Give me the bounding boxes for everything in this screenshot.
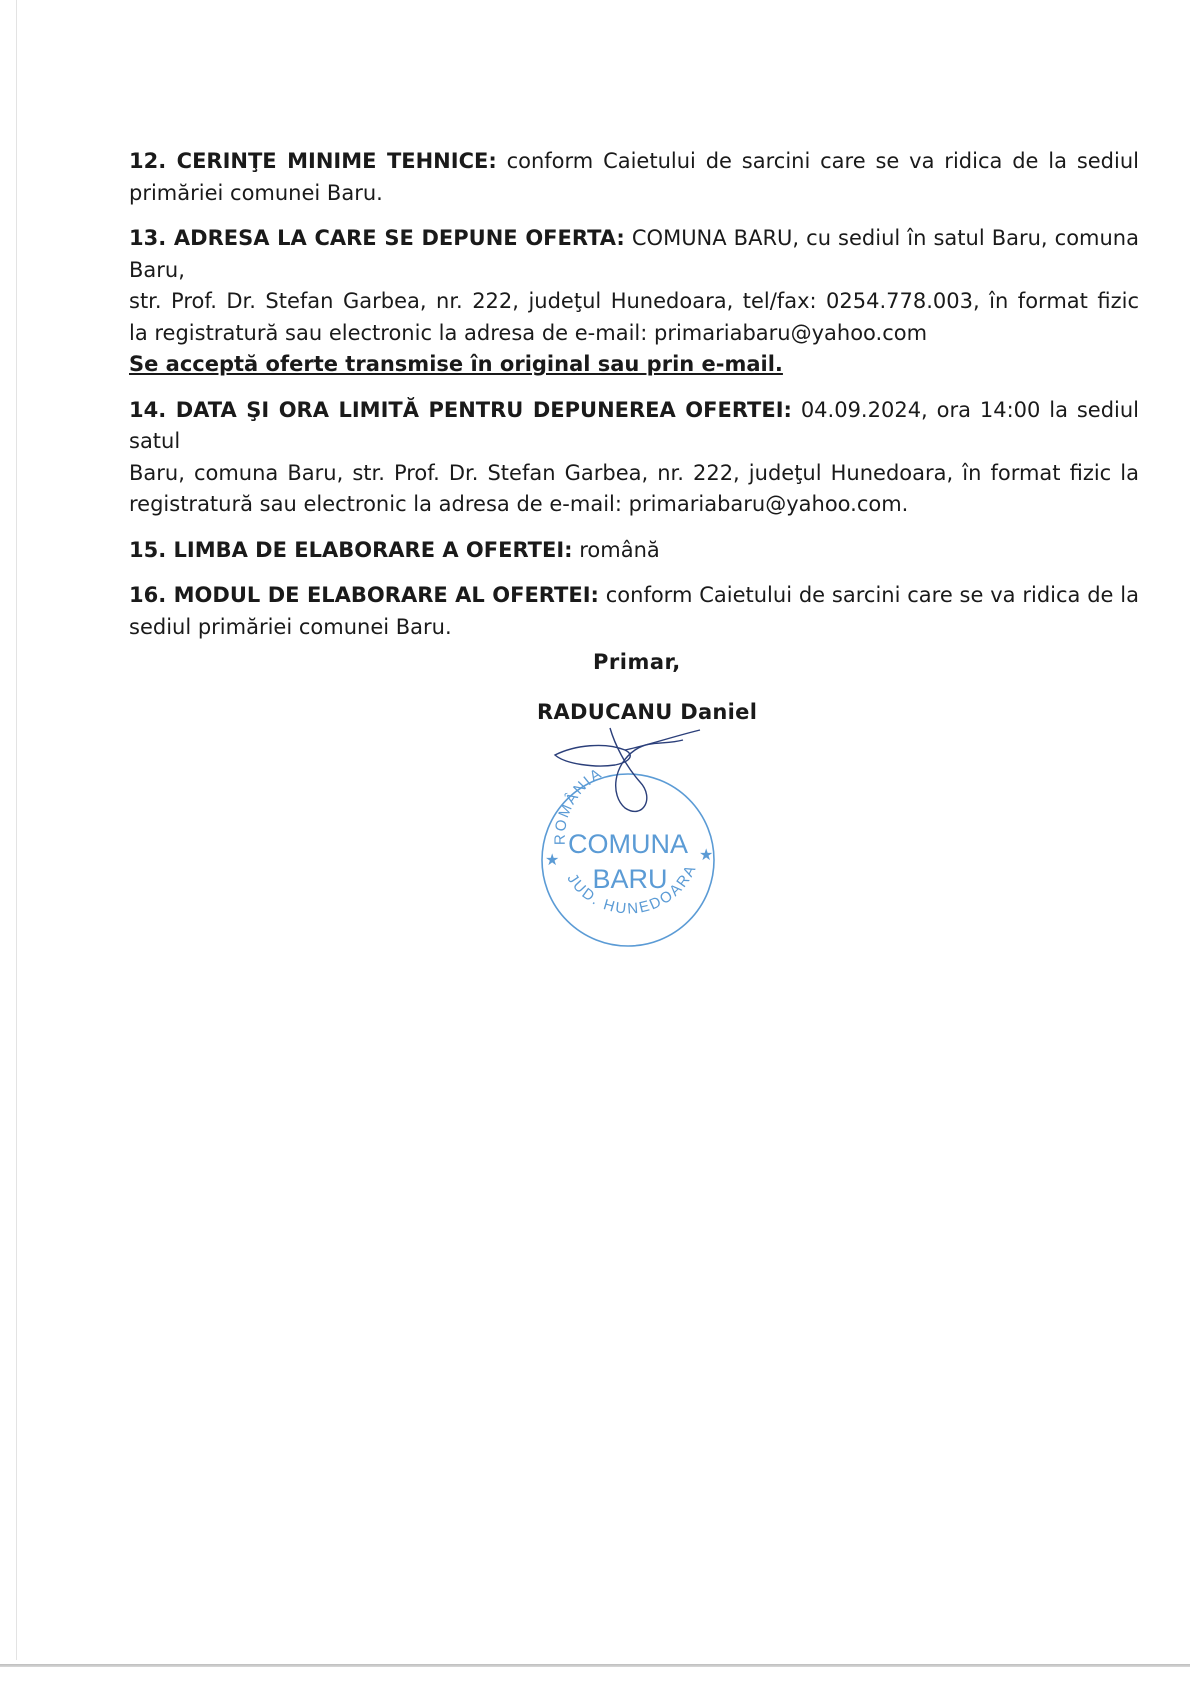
section-14-label: 14. DATA ŞI ORA LIMITĂ PENTRU DEPUNEREA OFERTEI:: [129, 397, 792, 422]
section-16-line-1: [129, 580, 1139, 612]
section-14-text-3: registratură sau electronic la adresa de e-mail: primariabaru@yahoo.com.: [129, 492, 909, 516]
section-14: [129, 395, 1139, 521]
section-13: [129, 223, 1139, 381]
section-13-line-1: [129, 223, 1139, 286]
section-12: [129, 146, 1139, 209]
scan-left-edge: [16, 0, 17, 1660]
stamp-star-right-icon: ★: [699, 847, 714, 864]
stamp-bottom-text: JUD. HUNEDOARA: [563, 861, 701, 918]
scan-bottom-edge: [0, 1664, 1190, 1667]
signature-name: RADUCANU Daniel: [537, 700, 758, 724]
section-15-label: 15. LIMBA DE ELABORARE A OFERTEI:: [129, 537, 573, 562]
stamp-top-text: ROMÂNIA: [551, 764, 606, 846]
section-16: [129, 580, 1139, 643]
section-16-text-1: conform Caietului de sarcini care se va ridica de la: [598, 583, 1139, 607]
document-body: [129, 146, 1139, 657]
section-12-text-2: primăriei comunei Baru.: [129, 180, 383, 205]
stamp-star-left-icon: ★: [545, 852, 560, 869]
section-12-label: 12. CERINŢE MINIME TEHNICE:: [129, 149, 497, 173]
signature-title: Primar,: [593, 650, 681, 674]
section-13-note: Se acceptă oferte transmise în original sau prin e-mail.: [129, 352, 783, 376]
section-14-line-1: [129, 395, 1139, 458]
official-stamp: [525, 720, 735, 950]
section-15-text-1: română: [572, 537, 660, 562]
section-16-text-2: sediul primăriei comunei Baru.: [129, 614, 452, 639]
section-12-line-1: [129, 146, 1139, 178]
section-16-label: 16. MODUL DE ELABORARE AL OFERTEI:: [129, 583, 599, 607]
section-13-text-1: COMUNA BARU, cu sediul în satul Baru, comuna Baru,: [129, 226, 1139, 282]
section-13-text-3: la registratură sau electronic la adresa de e-mail: primariabaru@yahoo.com: [129, 320, 928, 345]
stamp-line-2: BARU: [592, 864, 668, 894]
section-12-text-1: conform Caietului de sarcini care se va ridica de la sediul: [496, 149, 1139, 173]
section-14-text-1: 04.09.2024, ora 14:00 la sediul satul: [129, 397, 1139, 453]
stamp-line-1: COMUNA: [568, 829, 688, 859]
section-15: [129, 535, 1139, 567]
section-13-label: 13. ADRESA LA CARE SE DEPUNE OFERTA:: [129, 226, 625, 250]
section-15-line-1: [129, 535, 1139, 567]
section-14-text-2: Baru, comuna Baru, str. Prof. Dr. Stefan Garbea, nr. 222, judeţul Hunedoara, în format fizic la: [129, 460, 1139, 485]
section-13-text-2: str. Prof. Dr. Stefan Garbea, nr. 222, judeţul Hunedoara, tel/fax: 0254.778.003, în format fizic: [129, 289, 1139, 313]
